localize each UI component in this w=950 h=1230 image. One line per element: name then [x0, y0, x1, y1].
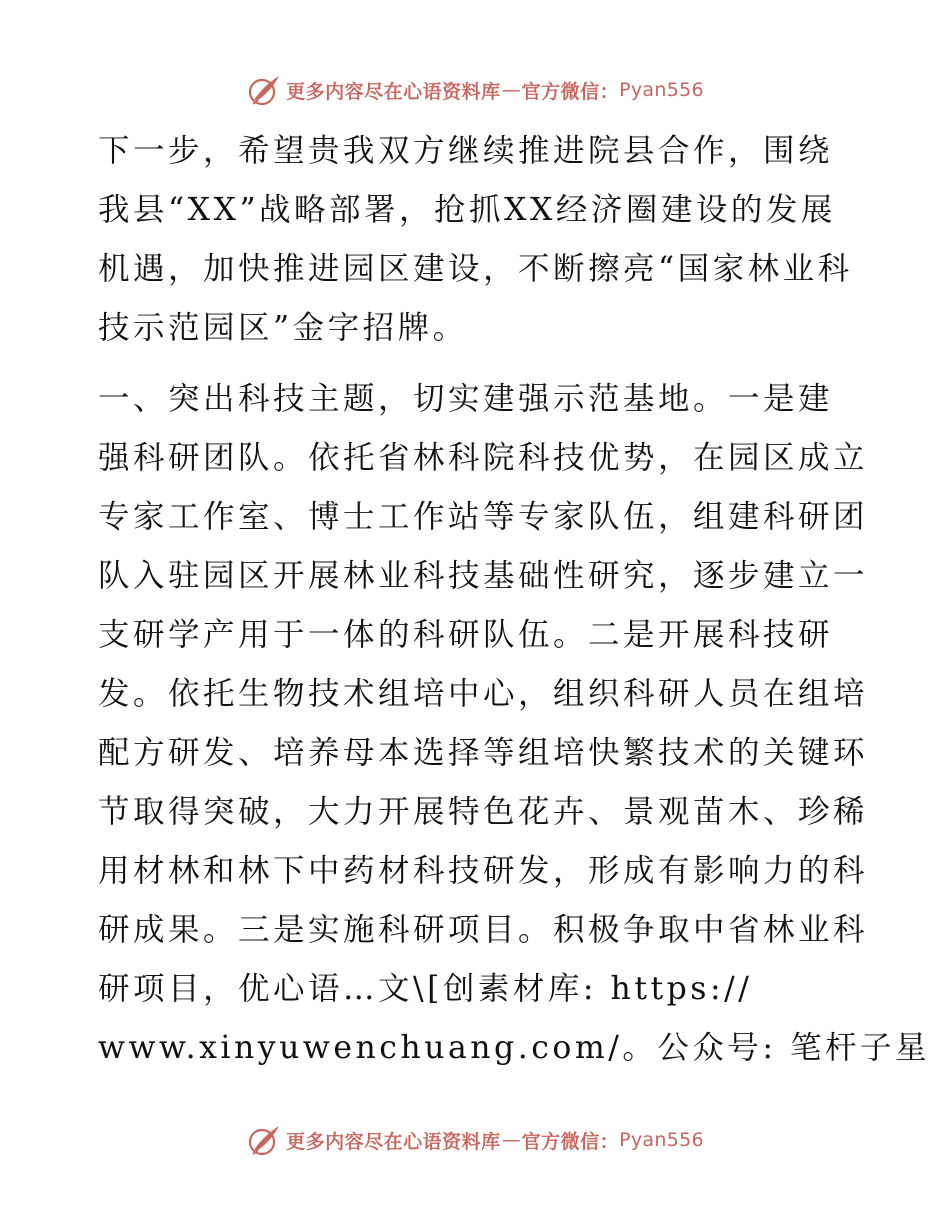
- text-line: 技示范园区”金字招牌。: [98, 310, 468, 346]
- text-line: www.xinyuwenchuang.com/。公众号: 笔杆子星: [98, 1030, 930, 1066]
- wechat-label: 官方微信：: [521, 80, 620, 103]
- quill-logo-icon: [246, 73, 282, 107]
- text-line: 配方研发、培养母本选择等组培快繁技术的关键环: [98, 735, 869, 771]
- text-line: 节取得突破，大力开展特色花卉、景观苗木、珍稀: [98, 794, 869, 830]
- text-line: 发。依托生物技术组培中心，组织科研人员在组培: [98, 676, 869, 712]
- quill-logo-icon: [246, 1123, 282, 1157]
- paragraph-section-one: [98, 370, 930, 1078]
- text-line: 一、突出科技主题，切实建强示范基地。一是建: [98, 381, 834, 417]
- wechat-id: Pyan556: [619, 79, 704, 101]
- text-line: 队入驻园区开展林业科技基础性研究，逐步建立一: [98, 558, 869, 594]
- paragraph-intro: [98, 122, 858, 358]
- document-body: [98, 122, 930, 1090]
- wechat-label: 官方微信：: [521, 1130, 620, 1153]
- text-line: 专家工作室、博士工作站等专家队伍，组建科研团: [98, 499, 869, 535]
- wechat-id: Pyan556: [619, 1129, 704, 1151]
- header-watermark: [0, 70, 950, 110]
- banner-dash: —: [501, 1129, 521, 1151]
- text-line: 下一步，希望贵我双方继续推进院县合作，围绕: [98, 133, 834, 169]
- footer-watermark: [0, 1120, 950, 1160]
- text-line: 支研学产用于一体的科研队伍。二是开展科技研: [98, 617, 834, 653]
- text-line: 强科研团队。依托省林科院科技优势，在园区成立: [98, 440, 869, 476]
- text-line: 我县“XX”战略部署，抢抓XX经济圈建设的发展: [98, 192, 836, 228]
- site-name: 更多内容尽在心语资料库: [286, 1130, 501, 1153]
- text-line: 研成果。三是实施科研项目。积极争取中省林业科: [98, 912, 869, 948]
- text-line: 机遇，加快推进园区建设，不断擦亮“国家林业科: [98, 251, 853, 287]
- text-line: 研项目，优心语…文\[创素材库: https://: [98, 971, 753, 1007]
- text-line: 用材林和林下中药材科技研发，形成有影响力的科: [98, 853, 869, 889]
- banner-dash: —: [501, 79, 521, 101]
- site-name: 更多内容尽在心语资料库: [286, 80, 501, 103]
